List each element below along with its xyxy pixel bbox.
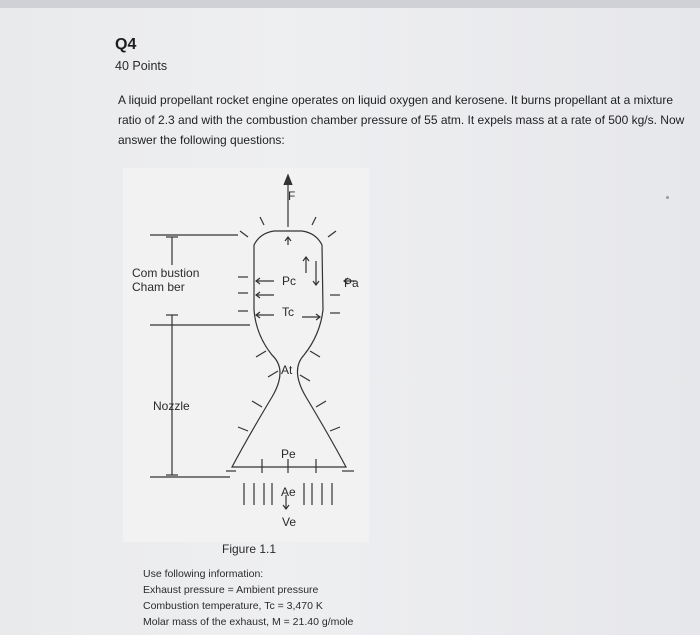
rocket-nozzle-diagram	[120, 165, 380, 525]
question-prompt: A liquid propellant rocket engine operates on liquid oxygen and kerosene. It burns propellant at a mixture ratio of 2.3 and with the combustion chamber pressure of 55 atm. It expels mass at a rate of 500 kg/s. Now answer the following questions:	[118, 93, 685, 147]
ambient-pressure-label: Pa	[344, 276, 359, 290]
exit-pressure-label: Pe	[281, 447, 296, 461]
info-line-exhaust-pressure: Exhaust pressure = Ambient pressure	[143, 584, 319, 596]
combustion-chamber-label: Com bustion Cham ber	[132, 266, 200, 294]
exit-area-label: Ae	[281, 485, 296, 499]
nozzle-label: Nozzle	[153, 399, 190, 413]
thrust-label: F	[288, 189, 296, 203]
question-points: 40 Points	[115, 59, 168, 73]
chamber-temperature-label: Tc	[282, 305, 294, 319]
throat-area-label: At	[281, 363, 293, 377]
exit-velocity-label: Ve	[282, 515, 297, 529]
info-line-combustion-temperature: Combustion temperature, Tc = 3,470 K	[143, 600, 323, 612]
thrust-arrowhead	[284, 175, 292, 185]
engine-outline	[232, 231, 346, 467]
info-heading: Use following information:	[143, 568, 264, 580]
info-line-molar-mass: Molar mass of the exhaust, M = 21.40 g/mole	[143, 616, 354, 628]
chamber-pressure-label: Pc	[282, 274, 297, 288]
cursor-dot	[666, 196, 669, 199]
question-title: Q4	[115, 36, 137, 53]
figure-caption: Figure 1.1	[222, 542, 277, 556]
